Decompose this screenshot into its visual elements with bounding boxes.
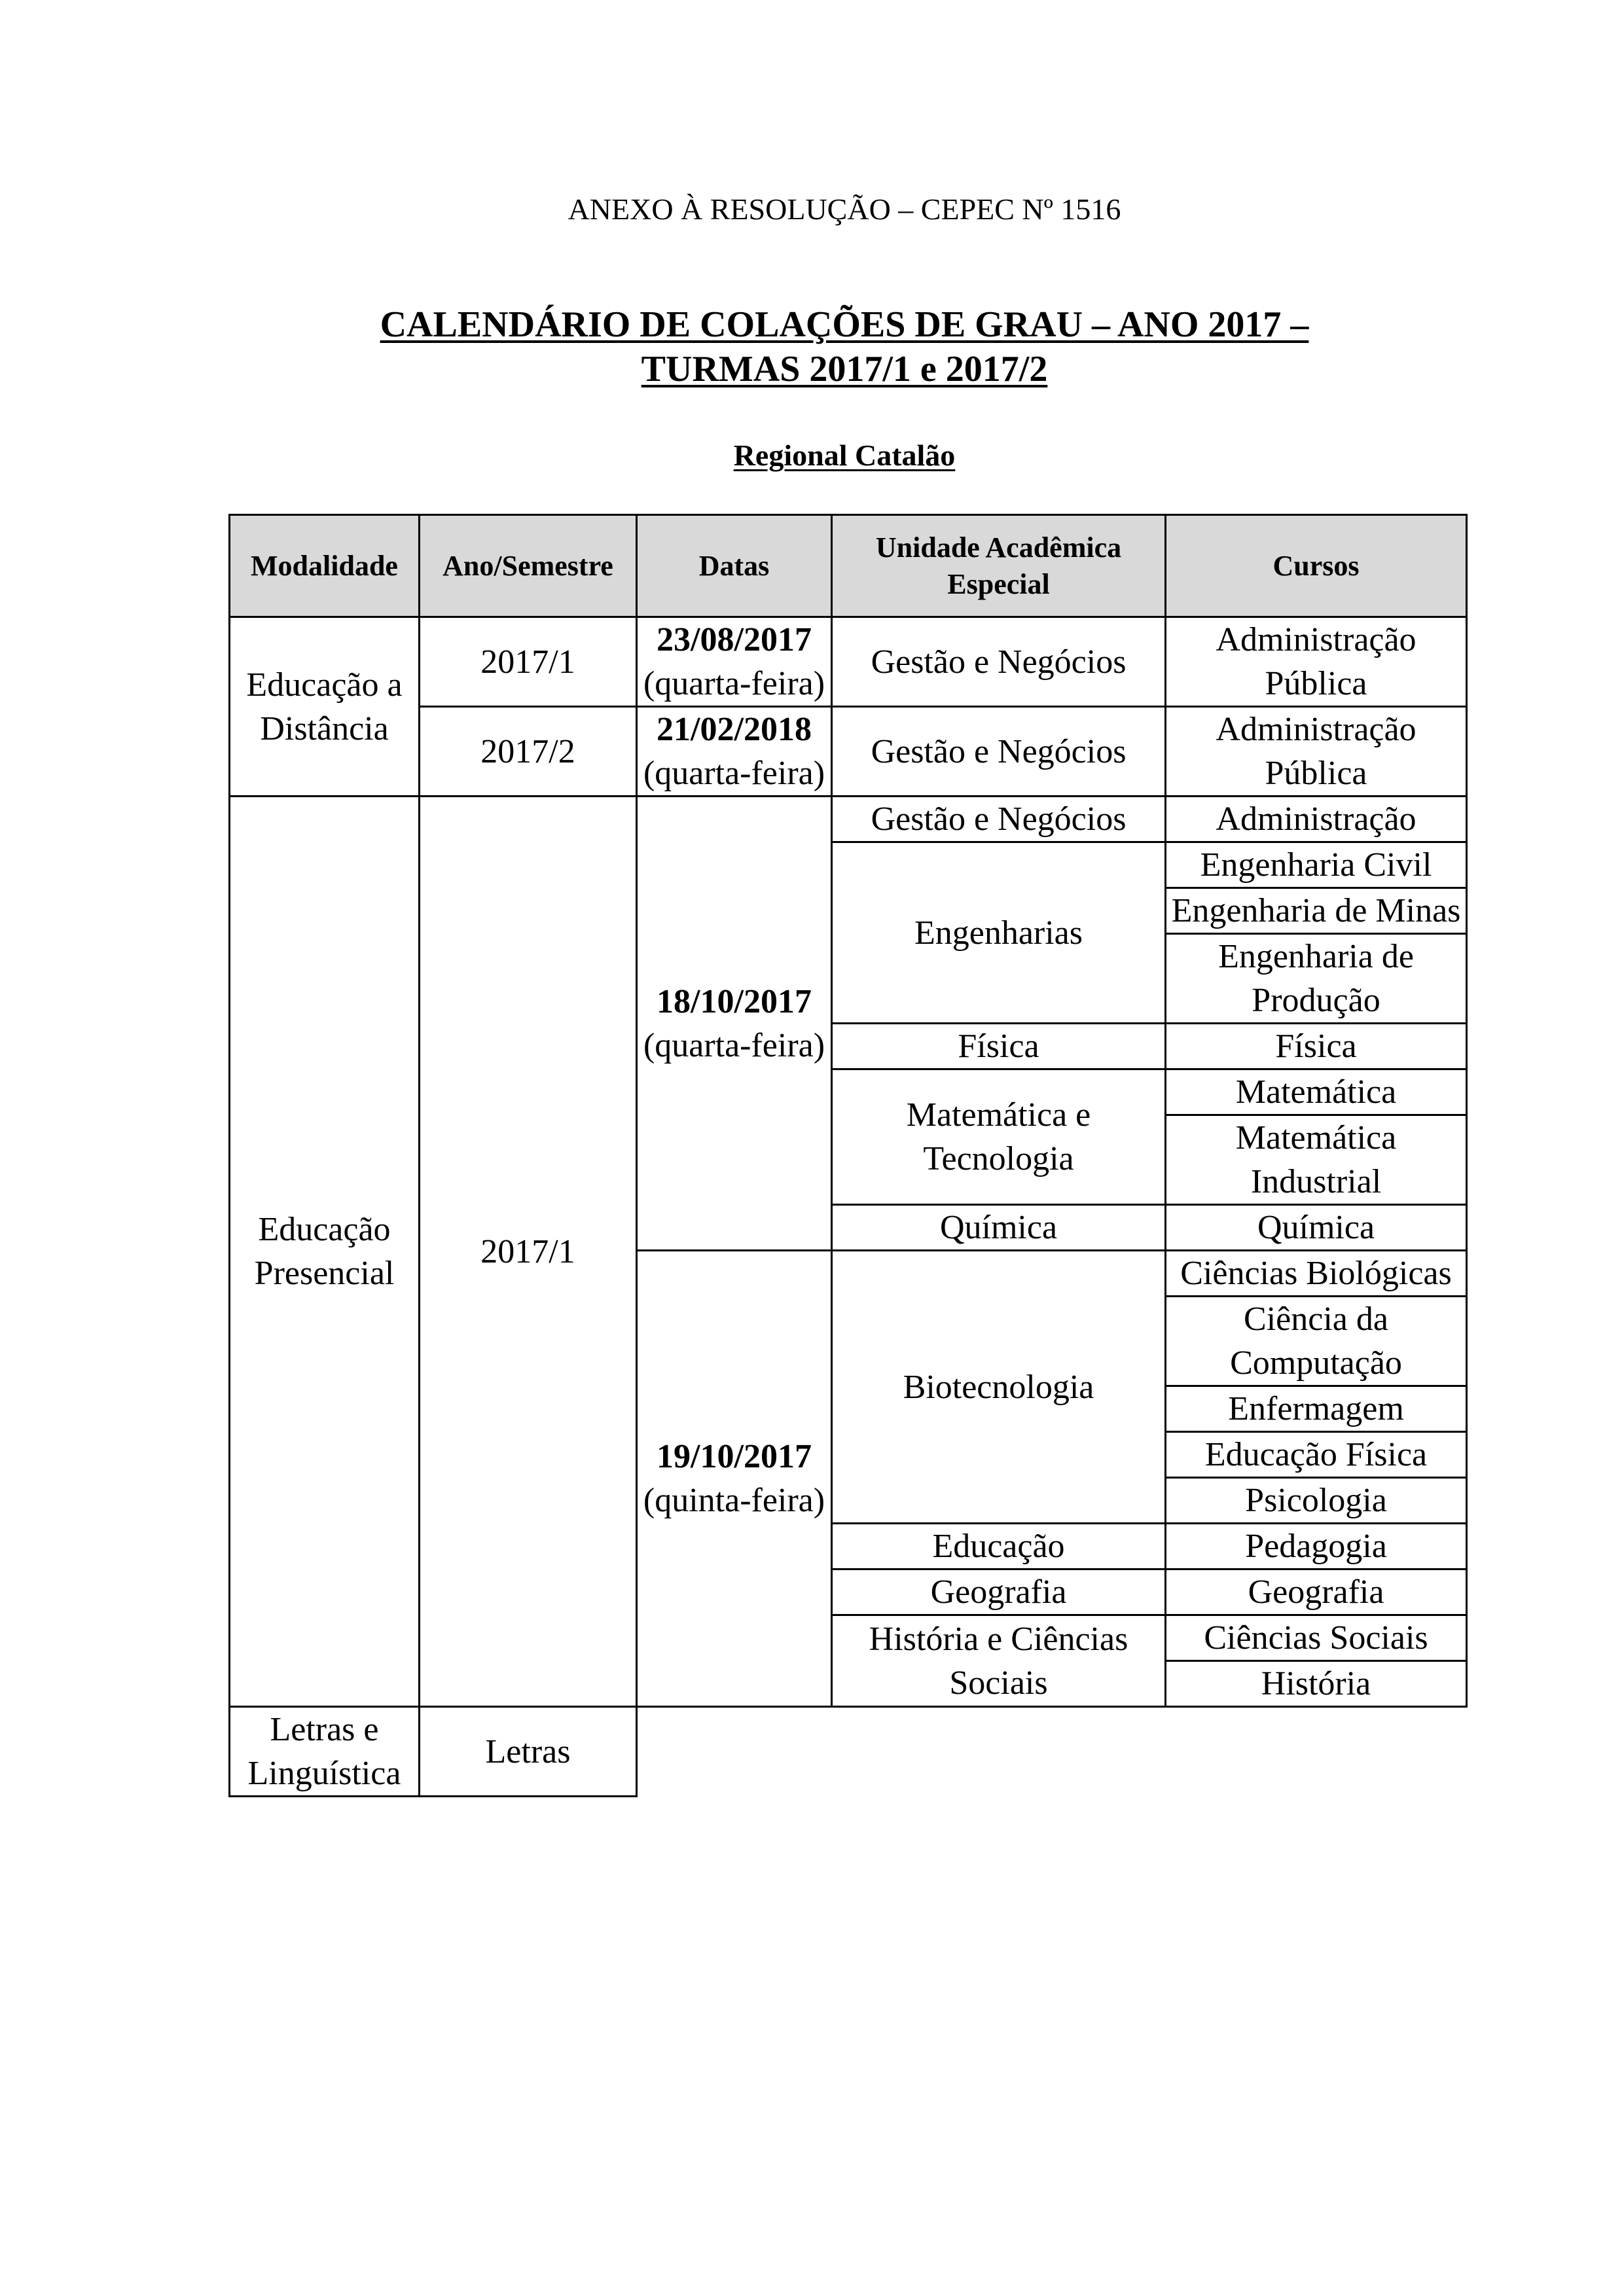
curso-cell: Matemática xyxy=(1166,1069,1467,1115)
curso-cell: Administração Pública xyxy=(1166,707,1467,797)
table-row xyxy=(230,1707,1467,1797)
regional-label: Regional Catalão xyxy=(733,439,956,472)
column-header-modalidade: Modalidade xyxy=(230,515,420,617)
graduation-calendar-table xyxy=(228,514,1468,1797)
document-title xyxy=(0,302,1624,391)
ano-cell: 2017/1 xyxy=(420,797,637,1707)
curso-cell: Administração Pública xyxy=(1166,617,1467,707)
ano-cell: 2017/1 xyxy=(420,617,637,707)
date-value: 21/02/2018 xyxy=(657,711,812,748)
curso-cell: Administração xyxy=(1166,797,1467,842)
unidade-cell: Química xyxy=(832,1205,1166,1251)
unidade-cell: Educação xyxy=(832,1524,1166,1570)
curso-cell: Geografia xyxy=(1166,1570,1467,1615)
unidade-cell: História e Ciências Sociais xyxy=(832,1615,1166,1707)
unidade-cell: Biotecnologia xyxy=(832,1251,1166,1524)
modalidade-ead: Educação a Distância xyxy=(230,617,420,797)
curso-cell: Engenharia Civil xyxy=(1166,842,1467,888)
unidade-cell: Geografia xyxy=(832,1570,1166,1615)
date-value: 19/10/2017 xyxy=(657,1438,812,1475)
column-header-datas: Datas xyxy=(637,515,832,617)
table-row xyxy=(230,797,1467,842)
curso-cell: Pedagogia xyxy=(1166,1524,1467,1570)
table-header-row xyxy=(230,515,1467,617)
weekday-value: (quarta-feira) xyxy=(643,665,825,702)
unidade-cell: Engenharias xyxy=(832,842,1166,1024)
unidade-cell: Gestão e Negócios xyxy=(832,617,1166,707)
date-value: 18/10/2017 xyxy=(657,982,812,1020)
column-header-unidade: Unidade Acadêmica Especial xyxy=(832,515,1166,617)
curso-cell: História xyxy=(1166,1661,1467,1707)
title-line-1: CALENDÁRIO DE COLAÇÕES DE GRAU – ANO 2017 – xyxy=(380,304,1309,345)
unidade-cell: Letras e Linguística xyxy=(230,1707,420,1797)
date-cell xyxy=(637,707,832,797)
weekday-value: (quarta-feira) xyxy=(643,755,825,792)
curso-cell: Psicologia xyxy=(1166,1478,1467,1524)
modalidade-presencial: Educação Presencial xyxy=(230,797,420,1707)
curso-cell: Ciências Biológicas xyxy=(1166,1251,1467,1297)
date-cell xyxy=(637,1251,832,1707)
curso-cell: Engenharia de Minas xyxy=(1166,888,1467,934)
curso-cell: Química xyxy=(1166,1205,1467,1251)
curso-cell: Matemática Industrial xyxy=(1166,1115,1467,1205)
unidade-cell: Física xyxy=(832,1024,1166,1069)
curso-cell: Física xyxy=(1166,1024,1467,1069)
unidade-cell: Gestão e Negócios xyxy=(832,797,1166,842)
curso-cell: Ciência da Computação xyxy=(1166,1297,1467,1386)
date-value: 23/08/2017 xyxy=(657,621,812,658)
date-cell xyxy=(637,797,832,1251)
date-cell xyxy=(637,617,832,707)
column-header-ano-semestre: Ano/Semestre xyxy=(420,515,637,617)
curso-cell: Educação Física xyxy=(1166,1432,1467,1478)
weekday-value: (quinta-feira) xyxy=(643,1482,825,1519)
weekday-value: (quarta-feira) xyxy=(643,1026,825,1064)
regional-subtitle xyxy=(0,437,1624,474)
title-line-2: TURMAS 2017/1 e 2017/2 xyxy=(641,349,1048,389)
annex-heading: ANEXO À RESOLUÇÃO – CEPEC Nº 1516 xyxy=(568,192,1121,226)
curso-cell: Ciências Sociais xyxy=(1166,1615,1467,1661)
column-header-cursos: Cursos xyxy=(1166,515,1467,617)
ano-cell: 2017/2 xyxy=(420,707,637,797)
curso-cell: Letras xyxy=(420,1707,637,1797)
curso-cell: Enfermagem xyxy=(1166,1386,1467,1432)
curso-cell: Engenharia de Produção xyxy=(1166,934,1467,1024)
unidade-cell: Matemática e Tecnologia xyxy=(832,1069,1166,1205)
unidade-cell: Gestão e Negócios xyxy=(832,707,1166,797)
